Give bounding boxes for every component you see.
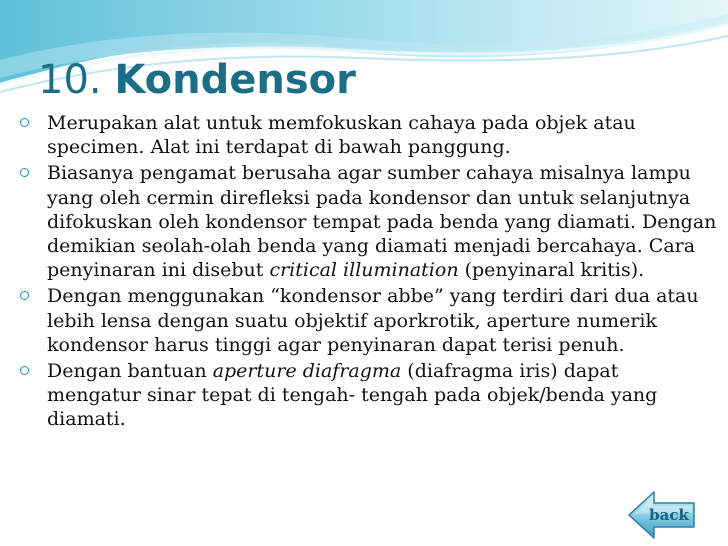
- title-number: 10.: [38, 57, 102, 103]
- bullet-text: Dengan menggunakan “kondensor abbe” yang terdiri dari dua atau lebih lensa dengan suatu objektif aporkrotik, aperture numerik kondensor harus tinggi agar penyinaran dapat terisi penuh.: [47, 285, 699, 356]
- bullet-text: (diafragma iris) dapat mengatur sinar tepat di tengah- tengah pada objek/benda yang diamati.: [47, 360, 658, 431]
- bullet-item-1: [18, 111, 718, 159]
- bullet-item-3: [18, 284, 718, 357]
- back-button[interactable]: [626, 489, 698, 541]
- bullet-text: Biasanya pengamat berusaha agar sumber cahaya misalnya lampu yang oleh cermin direfleksi pada kondensor dan untuk selanjutnya difokuskan oleh kondensor tempat pada benda yang diamati. Dengan demikian seolah-olah benda yang diamati menjadi bercahaya. Cara penyinaran ini disebut: [47, 162, 717, 282]
- bullet-text: (penyinaral kritis).: [458, 259, 645, 282]
- bullet-list: [18, 111, 718, 434]
- bullet-item-4: [18, 359, 718, 432]
- bullet-text: Merupakan alat untuk memfokuskan cahaya pada objek atau specimen. Alat ini terdapat di bawah panggung.: [47, 112, 636, 159]
- bullet-italic-term: aperture diafragma: [212, 360, 402, 383]
- back-label: back: [649, 506, 689, 524]
- bullet-text: Dengan bantuan: [47, 360, 213, 383]
- bullet-item-2: [18, 161, 718, 282]
- slide-title: [38, 54, 356, 106]
- bullet-italic-term: critical illumination: [269, 259, 459, 282]
- title-word: Kondensor: [114, 57, 356, 103]
